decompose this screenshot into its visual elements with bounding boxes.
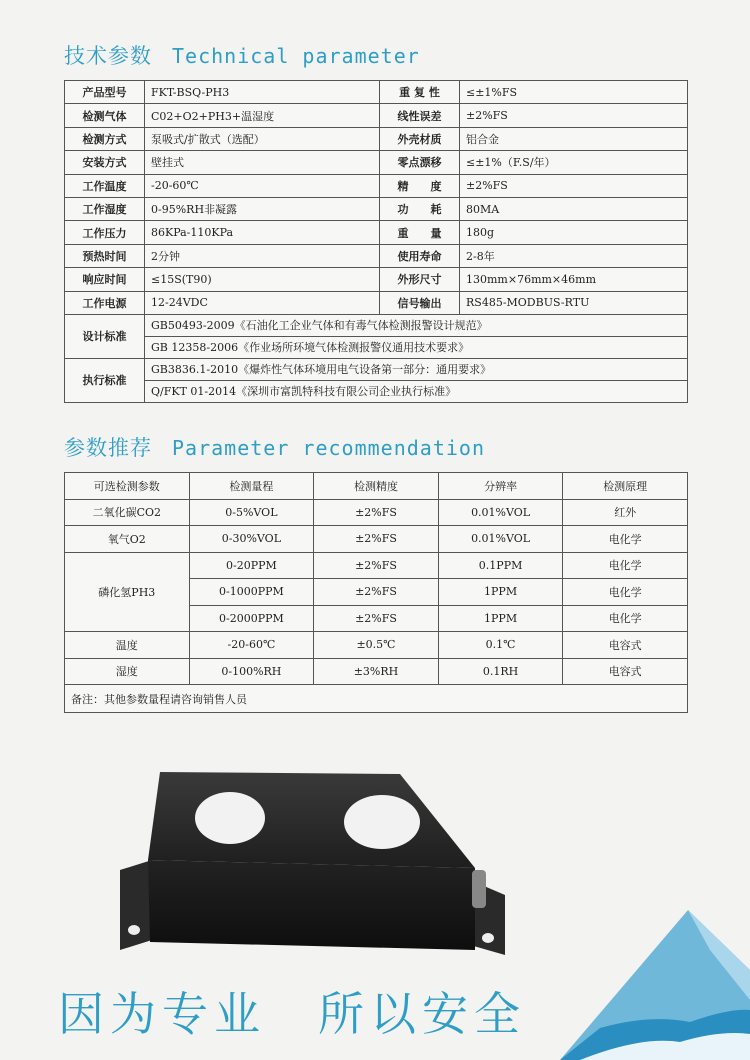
param-principle: 电容式 bbox=[563, 632, 688, 659]
spec-label: 检测方式 bbox=[65, 127, 145, 150]
spec-label: 工作温度 bbox=[65, 174, 145, 197]
exec-standard-row bbox=[65, 358, 688, 380]
param-name: 温度 bbox=[65, 632, 190, 659]
param-range: 0-2000PPM bbox=[189, 605, 314, 632]
param-accuracy: ±2%FS bbox=[314, 605, 439, 632]
table-row bbox=[65, 291, 688, 314]
spec-value: 12-24VDC bbox=[145, 291, 380, 314]
sensor-window bbox=[195, 792, 265, 844]
exec-standard-line: GB3836.1-2010《爆炸性气体环境用电气设备第一部分：通用要求》 bbox=[145, 358, 688, 380]
table-note-row bbox=[65, 685, 688, 713]
param-resolution: 1PPM bbox=[438, 605, 563, 632]
param-principle: 电容式 bbox=[563, 658, 688, 685]
table-row-hum bbox=[65, 658, 688, 685]
rec-section-title bbox=[64, 432, 485, 462]
spec-label: 重 复 性 bbox=[380, 81, 460, 104]
param-range: 0-30%VOL bbox=[189, 526, 314, 553]
spec-value: 86KPa-110KPa bbox=[145, 221, 380, 244]
design-standard-row bbox=[65, 336, 688, 358]
param-resolution: 0.1℃ bbox=[438, 632, 563, 659]
spec-label: 功 耗 bbox=[380, 197, 460, 220]
sensor-window bbox=[344, 795, 420, 849]
param-name: 磷化氢PH3 bbox=[65, 552, 190, 632]
spec-value: ±2%FS bbox=[460, 174, 688, 197]
param-resolution: 1PPM bbox=[438, 579, 563, 606]
spec-value: -20-60℃ bbox=[145, 174, 380, 197]
spec-value: 铝合金 bbox=[460, 127, 688, 150]
spec-value: 180g bbox=[460, 221, 688, 244]
spec-value: ≤15S(T90) bbox=[145, 268, 380, 291]
header-cell: 可选检测参数 bbox=[65, 473, 190, 500]
param-range: -20-60℃ bbox=[189, 632, 314, 659]
spec-label: 产品型号 bbox=[65, 81, 145, 104]
param-principle: 电化学 bbox=[563, 579, 688, 606]
table-header-row bbox=[65, 473, 688, 500]
param-range: 0-1000PPM bbox=[189, 579, 314, 606]
table-row-temp bbox=[65, 632, 688, 659]
table-row-ph3 bbox=[65, 552, 688, 579]
tech-title-en: Technical parameter bbox=[172, 44, 420, 68]
mount-hole bbox=[482, 933, 494, 943]
param-principle: 电化学 bbox=[563, 526, 688, 553]
tech-spec-table bbox=[64, 80, 688, 403]
header-cell: 分辨率 bbox=[438, 473, 563, 500]
table-row bbox=[65, 174, 688, 197]
design-standard-row bbox=[65, 314, 688, 336]
spec-value: 泵吸式/扩散式（选配） bbox=[145, 127, 380, 150]
spec-label: 精 度 bbox=[380, 174, 460, 197]
spec-value: 80MA bbox=[460, 197, 688, 220]
param-recommendation-table bbox=[64, 472, 688, 713]
spec-value: RS485-MODBUS-RTU bbox=[460, 291, 688, 314]
spec-value: ±2%FS bbox=[460, 104, 688, 127]
param-accuracy: ±2%FS bbox=[314, 499, 439, 526]
param-accuracy: ±2%FS bbox=[314, 579, 439, 606]
spec-value: ≤±1%（F.S/年） bbox=[460, 151, 688, 174]
param-accuracy: ±3%RH bbox=[314, 658, 439, 685]
table-row-o2 bbox=[65, 526, 688, 553]
table-row bbox=[65, 104, 688, 127]
left-bracket bbox=[120, 860, 152, 950]
param-accuracy: ±2%FS bbox=[314, 526, 439, 553]
param-name: 湿度 bbox=[65, 658, 190, 685]
mountain-decoration bbox=[560, 910, 750, 1060]
param-resolution: 0.1RH bbox=[438, 658, 563, 685]
spec-label: 安装方式 bbox=[65, 151, 145, 174]
table-row bbox=[65, 244, 688, 267]
spec-value: 0-95%RH非凝露 bbox=[145, 197, 380, 220]
table-row bbox=[65, 197, 688, 220]
table-row bbox=[65, 151, 688, 174]
spec-label: 使用寿命 bbox=[380, 244, 460, 267]
param-name: 氧气O2 bbox=[65, 526, 190, 553]
rec-title-en: Parameter recommendation bbox=[172, 436, 485, 460]
spec-value: 2-8年 bbox=[460, 244, 688, 267]
design-standard-label: 设计标准 bbox=[65, 314, 145, 358]
tech-title-zh: 技术参数 bbox=[64, 44, 152, 68]
spec-value: C02+O2+PH3+温湿度 bbox=[145, 104, 380, 127]
design-standard-line: GB50493-2009《石油化工企业气体和有毒气体检测报警设计规范》 bbox=[145, 314, 688, 336]
spec-label: 外形尺寸 bbox=[380, 268, 460, 291]
table-row bbox=[65, 221, 688, 244]
param-accuracy: ±0.5℃ bbox=[314, 632, 439, 659]
spec-label: 预热时间 bbox=[65, 244, 145, 267]
exec-standard-row bbox=[65, 380, 688, 402]
table-row bbox=[65, 268, 688, 291]
spec-value: ≤±1%FS bbox=[460, 81, 688, 104]
spec-label: 检测气体 bbox=[65, 104, 145, 127]
spec-label: 零点漂移 bbox=[380, 151, 460, 174]
spec-label: 信号输出 bbox=[380, 291, 460, 314]
exec-standard-line: Q/FKT 01-2014《深圳市富凯特科技有限公司企业执行标准》 bbox=[145, 380, 688, 402]
param-principle: 红外 bbox=[563, 499, 688, 526]
spec-label: 重 量 bbox=[380, 221, 460, 244]
spec-label: 线性误差 bbox=[380, 104, 460, 127]
table-row-co2 bbox=[65, 499, 688, 526]
param-name: 二氧化碳CO2 bbox=[65, 499, 190, 526]
device-front-face bbox=[148, 860, 475, 950]
exec-standard-label: 执行标准 bbox=[65, 358, 145, 402]
tech-spec-body bbox=[65, 81, 688, 315]
table-row bbox=[65, 127, 688, 150]
connector bbox=[472, 870, 486, 908]
param-principle: 电化学 bbox=[563, 605, 688, 632]
param-range: 0-100%RH bbox=[189, 658, 314, 685]
spec-label: 外壳材质 bbox=[380, 127, 460, 150]
tech-section-title bbox=[64, 40, 420, 70]
device-product-image bbox=[100, 760, 540, 960]
spec-value: 2分钟 bbox=[145, 244, 380, 267]
param-resolution: 0.1PPM bbox=[438, 552, 563, 579]
param-range: 0-20PPM bbox=[189, 552, 314, 579]
slogan-right: 所以安全 bbox=[318, 987, 526, 1041]
param-resolution: 0.01%VOL bbox=[438, 499, 563, 526]
design-standard-line: GB 12358-2006《作业场所环境气体检测报警仪通用技术要求》 bbox=[145, 336, 688, 358]
spec-label: 工作湿度 bbox=[65, 197, 145, 220]
spec-value: 130mm×76mm×46mm bbox=[460, 268, 688, 291]
param-principle: 电化学 bbox=[563, 552, 688, 579]
rec-title-zh: 参数推荐 bbox=[64, 436, 152, 460]
header-cell: 检测量程 bbox=[189, 473, 314, 500]
header-cell: 检测精度 bbox=[314, 473, 439, 500]
slogan-left: 因为专业 bbox=[58, 987, 266, 1041]
spec-label: 响应时间 bbox=[65, 268, 145, 291]
spec-value: FKT-BSQ-PH3 bbox=[145, 81, 380, 104]
param-range: 0-5%VOL bbox=[189, 499, 314, 526]
table-row bbox=[65, 81, 688, 104]
spec-value: 壁挂式 bbox=[145, 151, 380, 174]
table-note: 备注：其他参数量程请咨询销售人员 bbox=[65, 685, 688, 713]
mount-hole bbox=[128, 925, 140, 935]
header-cell: 检测原理 bbox=[563, 473, 688, 500]
param-accuracy: ±2%FS bbox=[314, 552, 439, 579]
spec-label: 工作压力 bbox=[65, 221, 145, 244]
spec-label: 工作电源 bbox=[65, 291, 145, 314]
param-resolution: 0.01%VOL bbox=[438, 526, 563, 553]
